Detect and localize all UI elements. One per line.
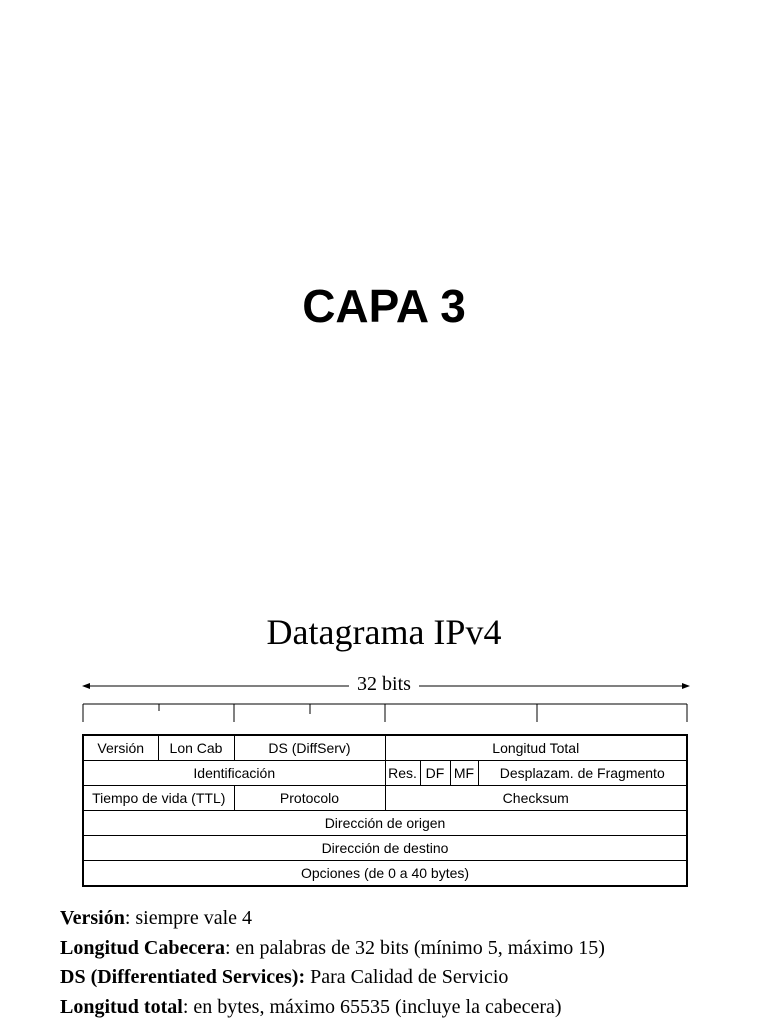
field-checksum: Checksum xyxy=(385,786,687,811)
field-term: Longitud total xyxy=(60,995,183,1018)
field-fragment-offset: Desplazam. de Fragmento xyxy=(478,761,687,786)
field-descriptions xyxy=(60,904,760,1022)
field-options: Opciones (de 0 a 40 bytes) xyxy=(83,861,687,887)
field-separator: : xyxy=(124,907,136,929)
field-description xyxy=(60,904,760,934)
field-text: Para Calidad de Servicio xyxy=(310,966,509,988)
field-term: Longitud Cabecera xyxy=(60,936,225,959)
table-row xyxy=(83,811,687,836)
field-description xyxy=(60,963,760,993)
field-destination-address: Dirección de destino xyxy=(83,836,687,861)
section-title: Datagrama IPv4 xyxy=(266,612,502,652)
field-df: DF xyxy=(420,761,450,786)
slide-title: CAPA 3 xyxy=(302,280,466,332)
field-version: Versión xyxy=(83,735,158,761)
field-description xyxy=(60,993,760,1023)
field-separator: : xyxy=(225,936,236,959)
field-total-length: Longitud Total xyxy=(385,735,687,761)
field-reserved: Res. xyxy=(385,761,420,786)
ipv4-header-table xyxy=(82,734,688,887)
table-row xyxy=(83,735,687,761)
field-mf: MF xyxy=(450,761,478,786)
field-description xyxy=(60,934,760,964)
field-protocol: Protocolo xyxy=(234,786,385,811)
field-term: DS (Differentiated Services): xyxy=(60,966,306,988)
field-separator: : xyxy=(182,995,194,1018)
table-row xyxy=(83,786,687,811)
field-source-address: Dirección de origen xyxy=(83,811,687,836)
bit-width-label: 32 bits xyxy=(0,672,768,696)
field-text: en palabras de 32 bits (mínimo 5, máximo 15) xyxy=(235,936,605,959)
field-term: Versión xyxy=(60,907,125,929)
field-text: siempre vale 4 xyxy=(135,907,253,929)
field-identification: Identificación xyxy=(83,761,385,786)
table-row xyxy=(83,761,687,786)
field-ttl: Tiempo de vida (TTL) xyxy=(83,786,234,811)
field-text: en bytes, máximo 65535 (incluye la cabecera) xyxy=(193,995,562,1018)
table-row xyxy=(83,836,687,861)
field-ds: DS (DiffServ) xyxy=(234,735,385,761)
table-row xyxy=(83,861,687,887)
field-header-length: Lon Cab xyxy=(158,735,234,761)
